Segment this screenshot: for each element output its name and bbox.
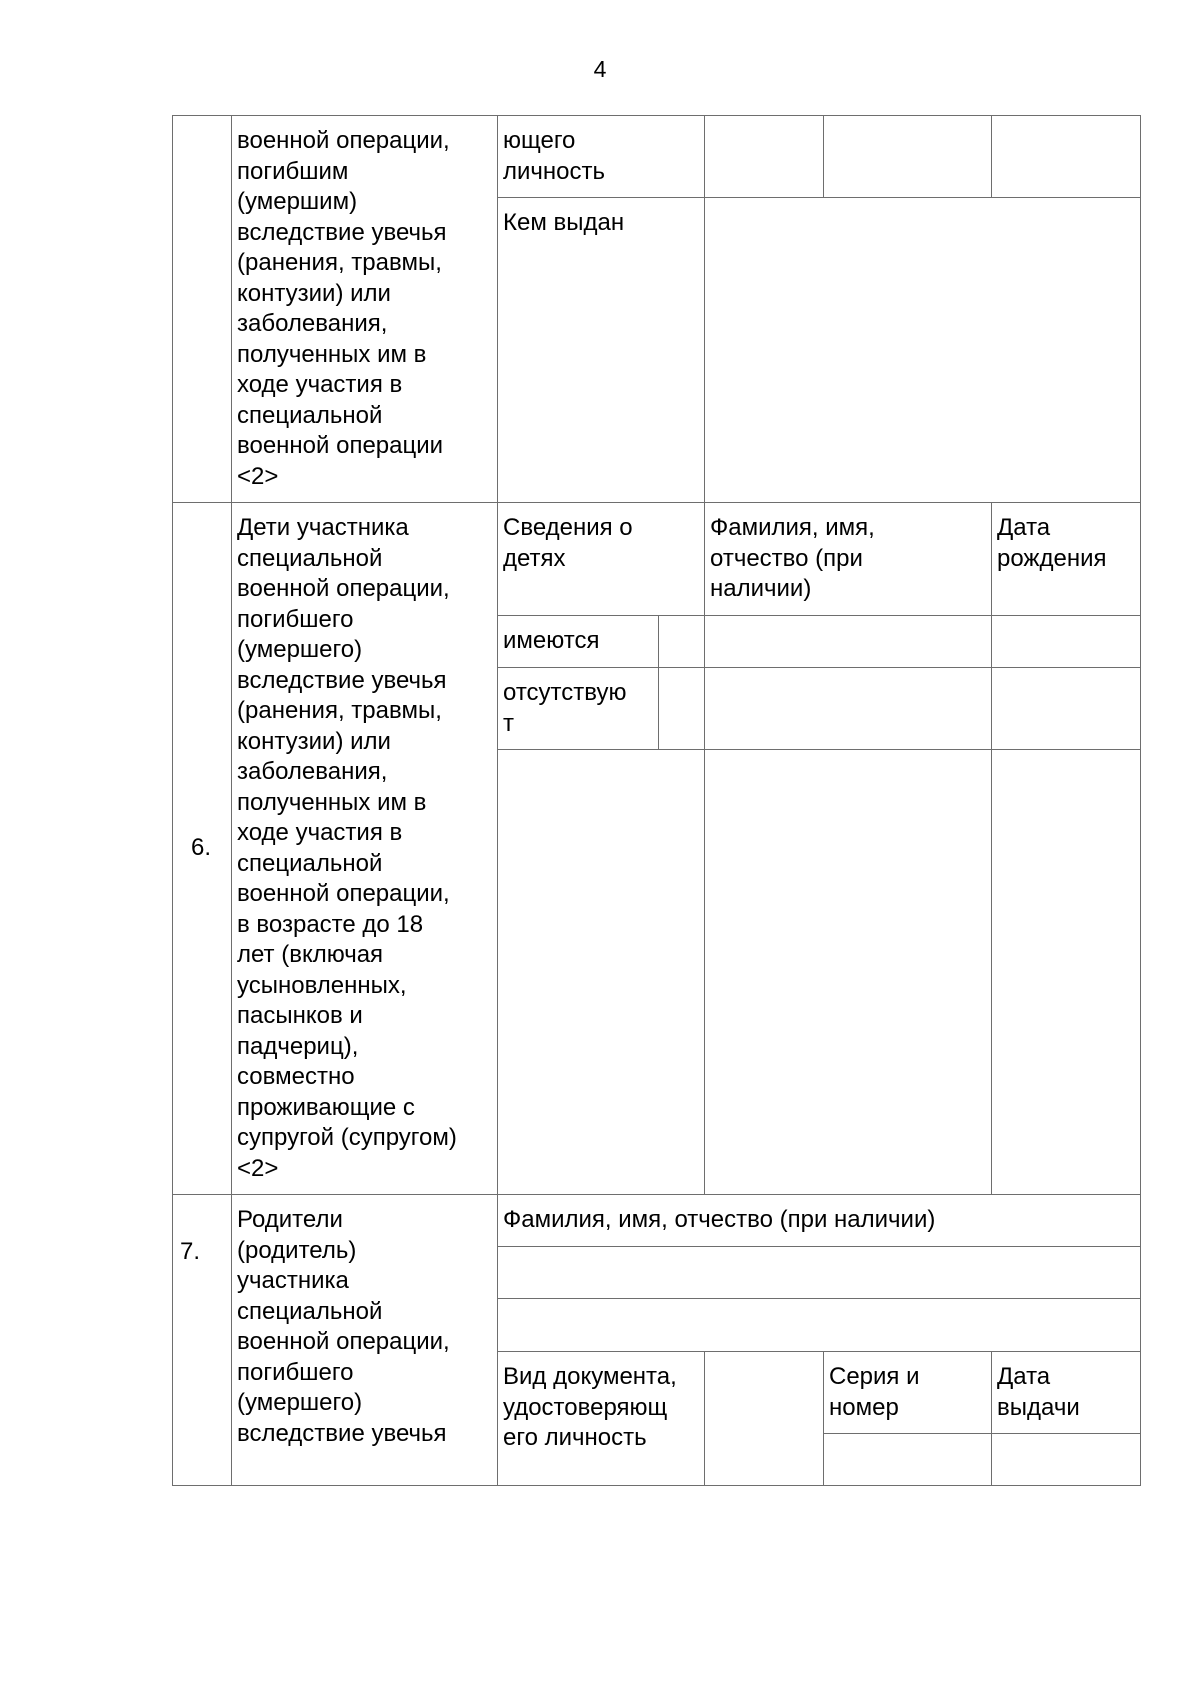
parents-full-name-header: Фамилия, имя, отчество (при наличии) (503, 1206, 936, 1233)
option-absent-checkbox-cell[interactable] (659, 668, 703, 748)
children-info-label: Сведения о детях (503, 514, 633, 572)
section6-number: 6. (191, 834, 212, 861)
option-have-label: имеются (503, 627, 600, 654)
parent-series-number-label: Серия и номер (829, 1363, 920, 1421)
section7-number: 7. (180, 1238, 201, 1265)
page-number: 4 (593, 56, 607, 82)
option-absent-label: отсутствую т (503, 679, 627, 737)
children-birth-date-header: Дата рождения (997, 514, 1107, 572)
parent-name-field-2[interactable] (498, 1299, 1140, 1351)
option-have-checkbox-cell[interactable] (659, 616, 703, 666)
section7-description: Родители (родитель) участника специальной военной операции, погибшего (умершего) вследствие увечья (237, 1206, 450, 1447)
section6-description: Дети участника специальной военной операции, погибшего (умершего) вследствие увечья (ранения, травмы, контузии) или заболевания, полученных им в ходе участия в специальной военной операции, в возрасте до 18 лет (включая усыновленных, пасынков и падчериц), совместно проживающие с супругой (супругом) <2> (237, 514, 457, 1182)
children-full-name-header: Фамилия, имя, отчество (при наличии) (710, 514, 875, 602)
section5-description: военной операции, погибшим (умершим) вследствие увечья (ранения, травмы, контузии) или заболевания, полученных им в ходе участия в специальной военной операции <2> (237, 127, 450, 490)
section5-doc-label: ющего личность (503, 127, 606, 185)
section5-issued-by-label: Кем выдан (503, 209, 625, 236)
parent-doc-type-label: Вид документа, удостоверяющ его личность (503, 1363, 677, 1451)
parent-issue-date-label: Дата выдачи (997, 1363, 1080, 1421)
parent-name-field-1[interactable] (498, 1247, 1140, 1298)
